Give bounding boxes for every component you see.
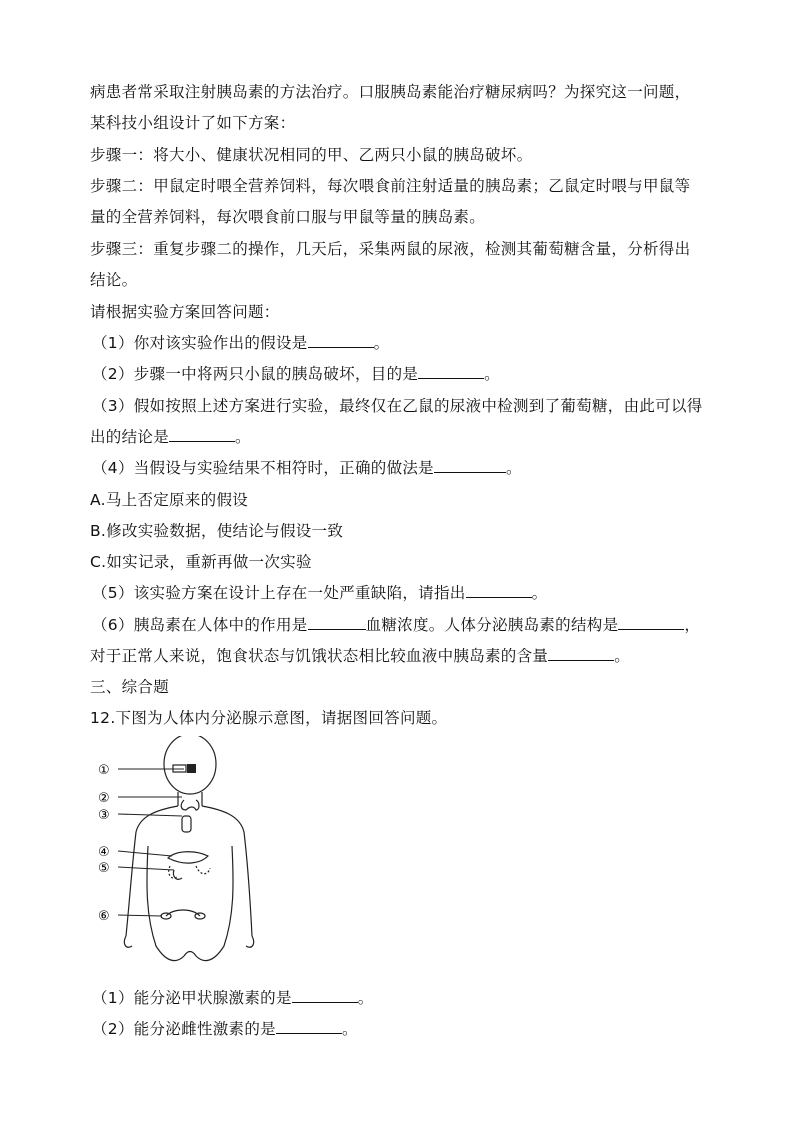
label-1: ① bbox=[98, 763, 110, 778]
question-1: （1）你对该实验作出的假设是 。 bbox=[92, 334, 390, 352]
paragraph-line: 某科技小组设计了如下方案： bbox=[90, 114, 296, 132]
answer-blank[interactable] bbox=[308, 333, 374, 348]
answer-blank[interactable] bbox=[292, 988, 358, 1003]
option-b: B.修改实验数据，使结论与假设一致 bbox=[90, 522, 344, 540]
answer-blank[interactable] bbox=[466, 583, 532, 598]
question-6: （6）胰岛素在人体中的作用是 血糖浓度。人体分泌胰岛素的结构是 ， bbox=[92, 616, 701, 634]
step-three-cont: 结论。 bbox=[90, 271, 138, 289]
question-2: （2）步骤一中将两只小鼠的胰岛破坏，目的是 。 bbox=[92, 365, 500, 383]
answer-blank[interactable] bbox=[418, 364, 484, 379]
paragraph-line: 病患者常采取注射胰岛素的方法治疗。口服胰岛素能治疗糖尿病吗？为探究这一问题， bbox=[90, 83, 691, 101]
label-6: ⑥ bbox=[98, 909, 110, 924]
answer-blank[interactable] bbox=[276, 1019, 342, 1034]
step-one: 步骤一：将大小、健康状况相同的甲、乙两只小鼠的胰岛破坏。 bbox=[90, 146, 533, 164]
answer-blank[interactable] bbox=[308, 615, 366, 630]
question-5: （5）该实验方案在设计上存在一处严重缺陷，请指出 。 bbox=[92, 584, 548, 602]
question-3-cont: 出的结论是 。 bbox=[90, 428, 251, 446]
answer-blank[interactable] bbox=[434, 458, 506, 473]
question-12: 12.下图为人体内分泌腺示意图，请据图回答问题。 bbox=[90, 709, 448, 727]
section-heading: 三、综合题 bbox=[90, 678, 170, 696]
step-three: 步骤三：重复步骤二的操作，几天后，采集两鼠的尿液，检测其葡萄糖含量，分析得出 bbox=[90, 240, 691, 258]
label-3: ③ bbox=[98, 808, 110, 823]
instruction: 请根据实验方案回答问题： bbox=[90, 303, 280, 321]
label-5: ⑤ bbox=[98, 861, 110, 876]
sub-question-2: （2）能分泌雌性激素的是 。 bbox=[92, 1020, 358, 1038]
endocrine-gland-diagram bbox=[96, 736, 266, 966]
label-4: ④ bbox=[98, 845, 110, 860]
question-6-cont: 对于正常人来说，饱食状态与饥饿状态相比较血液中胰岛素的含量 。 bbox=[90, 647, 631, 665]
question-3: （3）假如按照上述方案进行实验，最终仅在乙鼠的尿液中检测到了葡萄糖，由此可以得 bbox=[92, 397, 703, 415]
answer-blank[interactable] bbox=[618, 615, 684, 630]
step-two-cont: 量的全营养饲料，每次喂食前口服与甲鼠等量的胰岛素。 bbox=[90, 208, 486, 226]
question-4: （4）当假设与实验结果不相符时，正确的做法是 。 bbox=[92, 459, 522, 477]
answer-blank[interactable] bbox=[548, 646, 614, 661]
sub-question-1: （1）能分泌甲状腺激素的是 。 bbox=[92, 989, 374, 1007]
answer-blank[interactable] bbox=[169, 427, 235, 442]
option-a: A.马上否定原来的假设 bbox=[90, 491, 249, 509]
step-two: 步骤二：甲鼠定时喂全营养饲料，每次喂食前注射适量的胰岛素；乙鼠定时喂与甲鼠等 bbox=[90, 177, 691, 195]
label-2: ② bbox=[98, 791, 110, 806]
option-c: C.如实记录，重新再做一次实验 bbox=[90, 553, 312, 571]
human-body-outline bbox=[96, 736, 266, 966]
